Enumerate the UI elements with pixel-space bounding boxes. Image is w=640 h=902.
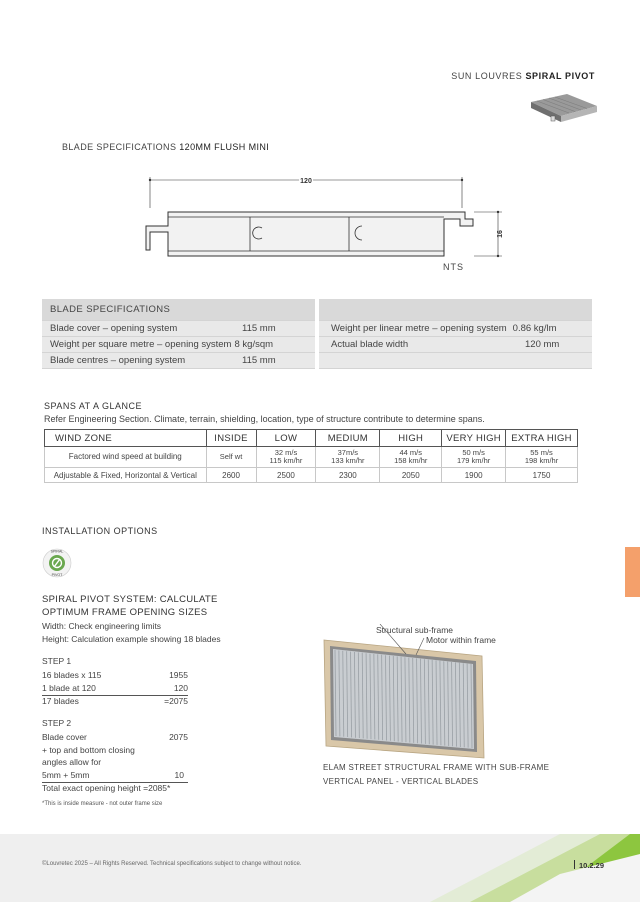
calc-title: SPIRAL PIVOT SYSTEM: CALCULATE OPTIMUM FRAME OPENING SIZES — [42, 594, 218, 618]
step-2-label: STEP 2 — [42, 718, 72, 728]
spans-table — [44, 429, 578, 483]
spans-note: Refer Engineering Section. Climate, terrain, shielding, location, type of structure contribute to determine spans. — [44, 414, 485, 424]
spans-col-header: HIGH — [380, 430, 442, 447]
blade-spec-table — [42, 299, 592, 369]
frame-caption — [323, 761, 549, 789]
spec-value: 120 mm — [525, 339, 560, 350]
spans-cell: 2500 — [256, 468, 316, 483]
label-subframe: Structural sub-frame — [376, 625, 453, 635]
label-motor: Motor within frame — [426, 635, 496, 645]
drawing-scale-note: NTS — [443, 262, 464, 272]
list-item: 16 blades x 115 1955 — [42, 670, 188, 680]
list-item: angles allow for — [42, 757, 102, 767]
table-row — [42, 337, 592, 353]
spans-cell: 2300 — [316, 468, 380, 483]
frame-caption-line-2: VERTICAL PANEL - VERTICAL BLADES — [323, 777, 479, 786]
blade-spec-prefix: BLADE SPECIFICATIONS — [62, 142, 177, 152]
footer-band — [0, 834, 640, 902]
louvre-product-image — [527, 86, 599, 130]
list-item: Blade cover 2075 — [42, 732, 188, 742]
spans-cell: 1900 — [442, 468, 506, 483]
page-header — [451, 71, 595, 81]
step-2 — [42, 718, 188, 796]
spans-cell: 1750 — [506, 468, 578, 483]
list-item: + top and bottom closing — [42, 744, 135, 755]
installation-title: INSTALLATION OPTIONS — [42, 526, 158, 536]
header-section: SUN LOUVRES — [451, 71, 523, 81]
spec-value: 8 kg/sqm — [234, 339, 274, 350]
spans-col-header: WIND ZONE — [45, 430, 207, 447]
spans-row-label: Adjustable & Fixed, Horizontal & Vertical — [45, 468, 207, 483]
spans-col-header: VERY HIGH — [442, 430, 506, 447]
spec-key: Blade cover – opening system — [50, 323, 178, 334]
spans-cell: 37m/s 133 km/hr — [316, 447, 380, 468]
table-row — [45, 447, 578, 468]
spec-table-heading: BLADE SPECIFICATIONS — [42, 299, 315, 321]
spans-col-header: LOW — [256, 430, 316, 447]
spec-key: Actual blade width — [331, 339, 409, 350]
spans-col-header: EXTRA HIGH — [506, 430, 578, 447]
spec-table-header — [42, 299, 592, 321]
spec-key: Blade centres – opening system — [50, 355, 186, 366]
table-row — [42, 321, 592, 337]
calc-notes — [42, 620, 221, 645]
spans-cell: 32 m/s 115 km/hr — [256, 447, 316, 468]
list-item: 17 blades =2075 — [42, 696, 188, 706]
frame-panel-image — [320, 624, 492, 764]
spans-cell: 50 m/s 179 km/hr — [442, 447, 506, 468]
list-item: 5mm + 5mm 10 — [42, 770, 188, 784]
spans-header-row — [45, 430, 578, 447]
spans-cell: 55 m/s 198 km/hr — [506, 447, 578, 468]
list-item: Total exact opening height =2085* — [42, 783, 171, 793]
blade-spec-title — [62, 142, 269, 152]
spec-value: 0.86 kg/lm — [512, 323, 557, 334]
list-item: 1 blade at 120 120 — [42, 683, 188, 697]
width-note: Width: Check engineering limits — [42, 621, 162, 631]
spiral-pivot-badge-icon — [42, 546, 72, 580]
spec-table-heading-right — [319, 299, 592, 321]
section-tab — [625, 547, 640, 597]
blade-spec-name: 120MM FLUSH MINI — [179, 142, 270, 152]
table-row — [45, 468, 578, 483]
dimension-height-label: 16 — [497, 230, 504, 238]
spec-value: 115 mm — [242, 323, 276, 334]
spans-col-header: INSIDE — [206, 430, 256, 447]
badge-bottom-text: PIVOT — [51, 573, 63, 577]
spans-cell: 2050 — [380, 468, 442, 483]
step-1-label: STEP 1 — [42, 656, 72, 666]
spans-cell: 44 m/s 158 km/hr — [380, 447, 442, 468]
spec-key: Weight per linear metre – opening system — [331, 323, 507, 334]
calc-footnote: *This is inside measure - not outer frame size — [42, 801, 163, 807]
spec-key: Weight per square metre – opening system — [50, 339, 232, 350]
step-1 — [42, 656, 188, 709]
copyright-text: ©Louvretec 2025 – All Rights Reserved. Technical specifications subject to change without notice. — [42, 861, 302, 867]
page-number: 10.2.29 — [574, 860, 604, 870]
height-note: Height: Calculation example showing 18 blades — [42, 633, 221, 644]
spans-row-label: Factored wind speed at building — [45, 447, 207, 468]
spans-col-header: MEDIUM — [316, 430, 380, 447]
header-product: SPIRAL PIVOT — [525, 71, 595, 81]
dimension-width-label: 120 — [300, 178, 312, 185]
table-row — [42, 353, 592, 369]
spec-value: 115 mm — [242, 355, 276, 366]
frame-caption-line-1: ELAM STREET STRUCTURAL FRAME WITH SUB-FRAME — [323, 763, 550, 772]
spans-title: SPANS AT A GLANCE — [44, 401, 143, 411]
spans-cell: Self wt — [206, 447, 256, 468]
badge-top-text: SPIRAL — [50, 549, 64, 554]
spans-cell: 2600 — [206, 468, 256, 483]
